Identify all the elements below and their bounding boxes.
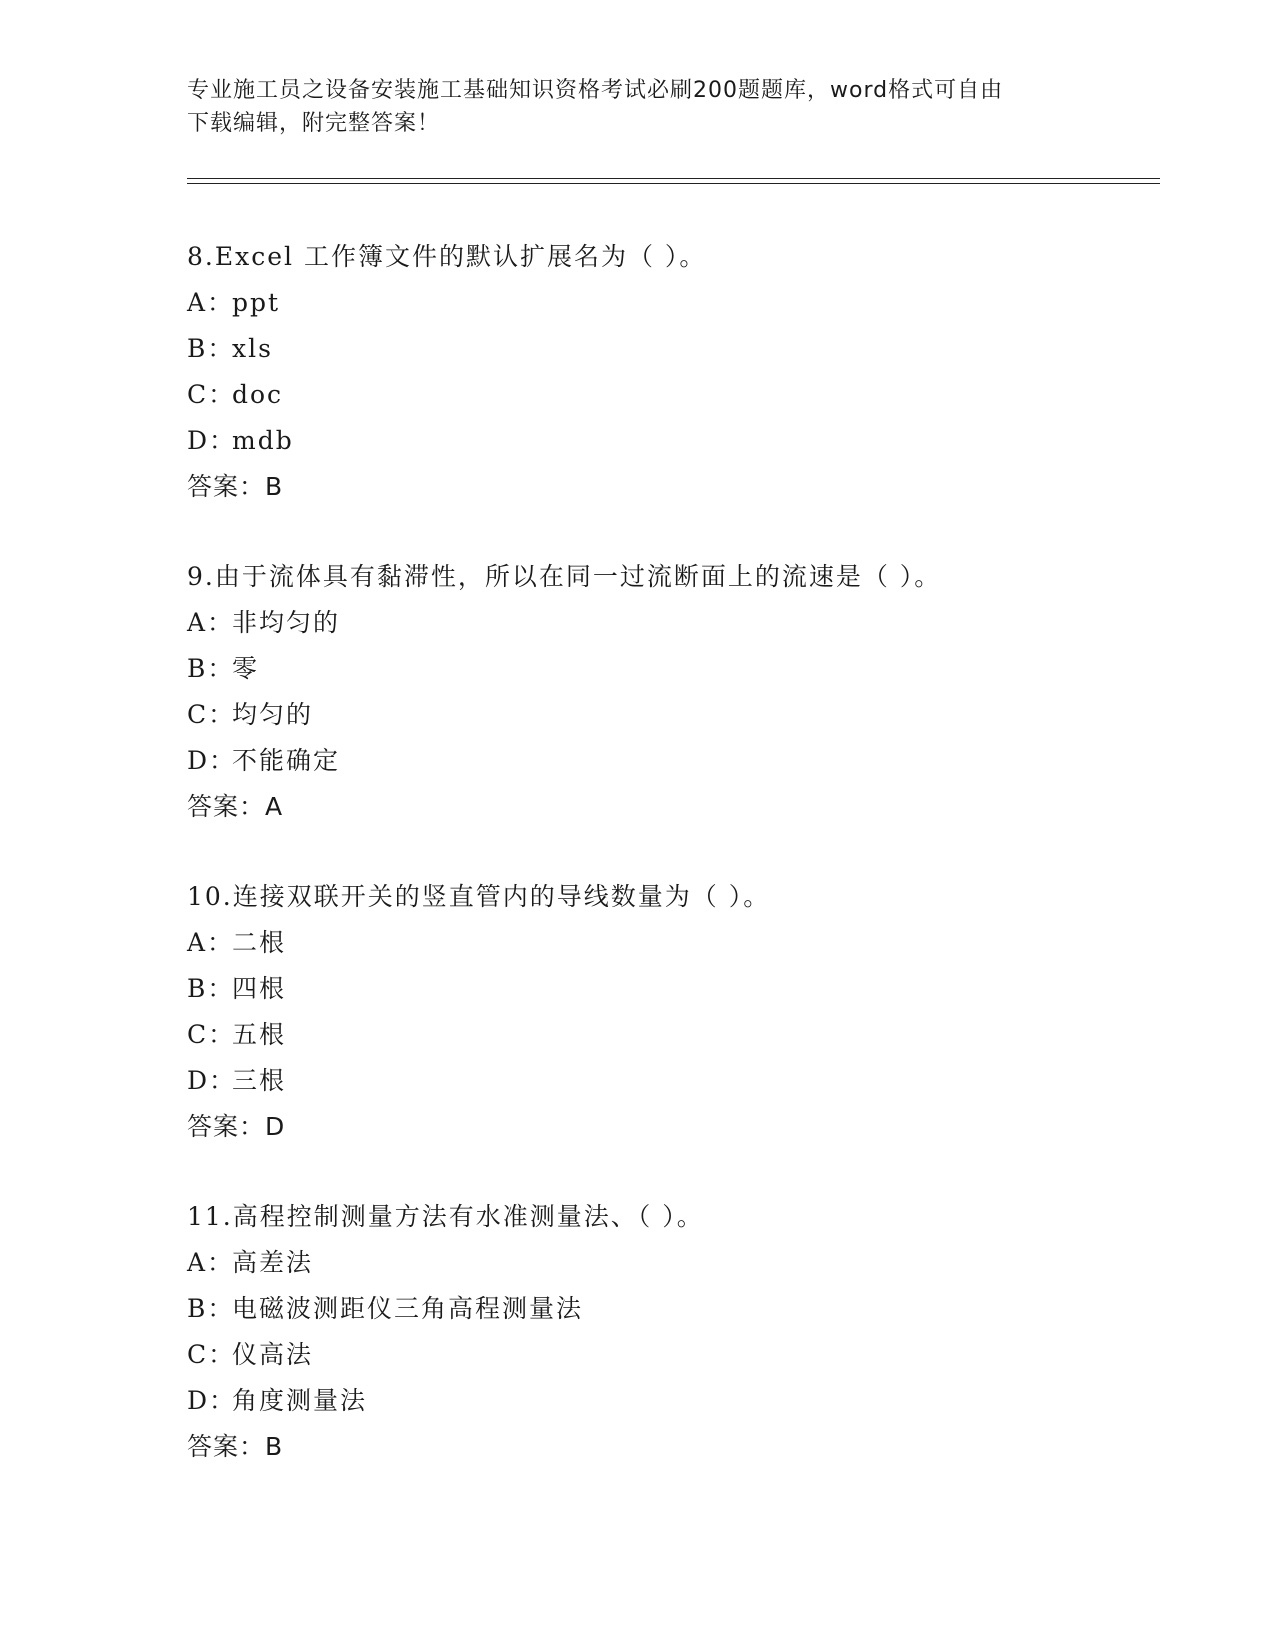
- option-key: C：: [187, 380, 236, 409]
- header-line-1: 专业施工员之设备安装施工基础知识资格考试必刷200题题库，word格式可自由: [187, 78, 1004, 103]
- option-d: [187, 1058, 1187, 1104]
- option-key: D：: [187, 1066, 237, 1095]
- option-text: 二根: [232, 928, 287, 957]
- option-text: mdb: [232, 426, 294, 455]
- option-b: [187, 1286, 1187, 1332]
- option-key: B：: [187, 974, 235, 1003]
- option-c: [187, 692, 1187, 738]
- option-text: xls: [232, 334, 273, 363]
- option-c: [187, 1012, 1187, 1058]
- question-block: [187, 554, 1187, 830]
- option-a: [187, 920, 1187, 966]
- option-c: [187, 1332, 1187, 1378]
- option-text: 四根: [232, 974, 287, 1003]
- option-text: 不能确定: [232, 746, 341, 775]
- option-text: 高差法: [232, 1248, 314, 1277]
- option-key: A：: [187, 608, 235, 637]
- option-d: [187, 1378, 1187, 1424]
- answer-line: 答案：D: [187, 1112, 286, 1141]
- option-b: [187, 326, 1187, 372]
- option-text: 零: [232, 654, 260, 683]
- option-text: ppt: [232, 288, 281, 317]
- option-d: [187, 418, 1187, 464]
- option-key: A：: [187, 288, 235, 317]
- option-b: [187, 966, 1187, 1012]
- option-key: C：: [187, 700, 236, 729]
- question-title: 11.高程控制测量方法有水准测量法、（ ）。: [187, 1202, 704, 1231]
- question-title: 10.连接双联开关的竖直管内的导线数量为（ ）。: [187, 882, 771, 911]
- option-text: 仪高法: [232, 1340, 314, 1369]
- answer-line: 答案：A: [187, 792, 284, 821]
- answer-line: 答案：B: [187, 1432, 284, 1461]
- option-text: doc: [232, 380, 284, 409]
- option-key: B：: [187, 1294, 235, 1323]
- option-a: [187, 280, 1187, 326]
- option-key: C：: [187, 1020, 236, 1049]
- header-divider-top: [187, 178, 1160, 179]
- option-d: [187, 738, 1187, 784]
- option-key: C：: [187, 1340, 236, 1369]
- option-key: D：: [187, 1386, 237, 1415]
- option-text: 五根: [232, 1020, 287, 1049]
- question-block: [187, 874, 1187, 1150]
- option-text: 电磁波测距仪三角高程测量法: [232, 1294, 584, 1323]
- option-key: B：: [187, 334, 235, 363]
- header-line-2: 下载编辑，附完整答案！: [187, 111, 441, 136]
- option-text: 角度测量法: [232, 1386, 368, 1415]
- option-a: [187, 1240, 1187, 1286]
- option-text: 非均匀的: [232, 608, 341, 637]
- option-text: 三根: [232, 1066, 287, 1095]
- question-block: [187, 1194, 1187, 1470]
- option-b: [187, 646, 1187, 692]
- document-header: [187, 74, 1087, 140]
- header-divider-bottom: [187, 183, 1160, 184]
- question-title: 8.Excel 工作簿文件的默认扩展名为（ ）。: [187, 242, 707, 271]
- option-key: A：: [187, 928, 235, 957]
- option-c: [187, 372, 1187, 418]
- option-key: A：: [187, 1248, 235, 1277]
- option-key: B：: [187, 654, 235, 683]
- option-text: 均匀的: [232, 700, 314, 729]
- answer-line: 答案：B: [187, 472, 284, 501]
- option-key: D：: [187, 426, 237, 455]
- option-a: [187, 600, 1187, 646]
- question-block: [187, 234, 1187, 510]
- option-key: D：: [187, 746, 237, 775]
- question-title: 9.由于流体具有黏滞性，所以在同一过流断面上的流速是（ ）。: [187, 562, 942, 591]
